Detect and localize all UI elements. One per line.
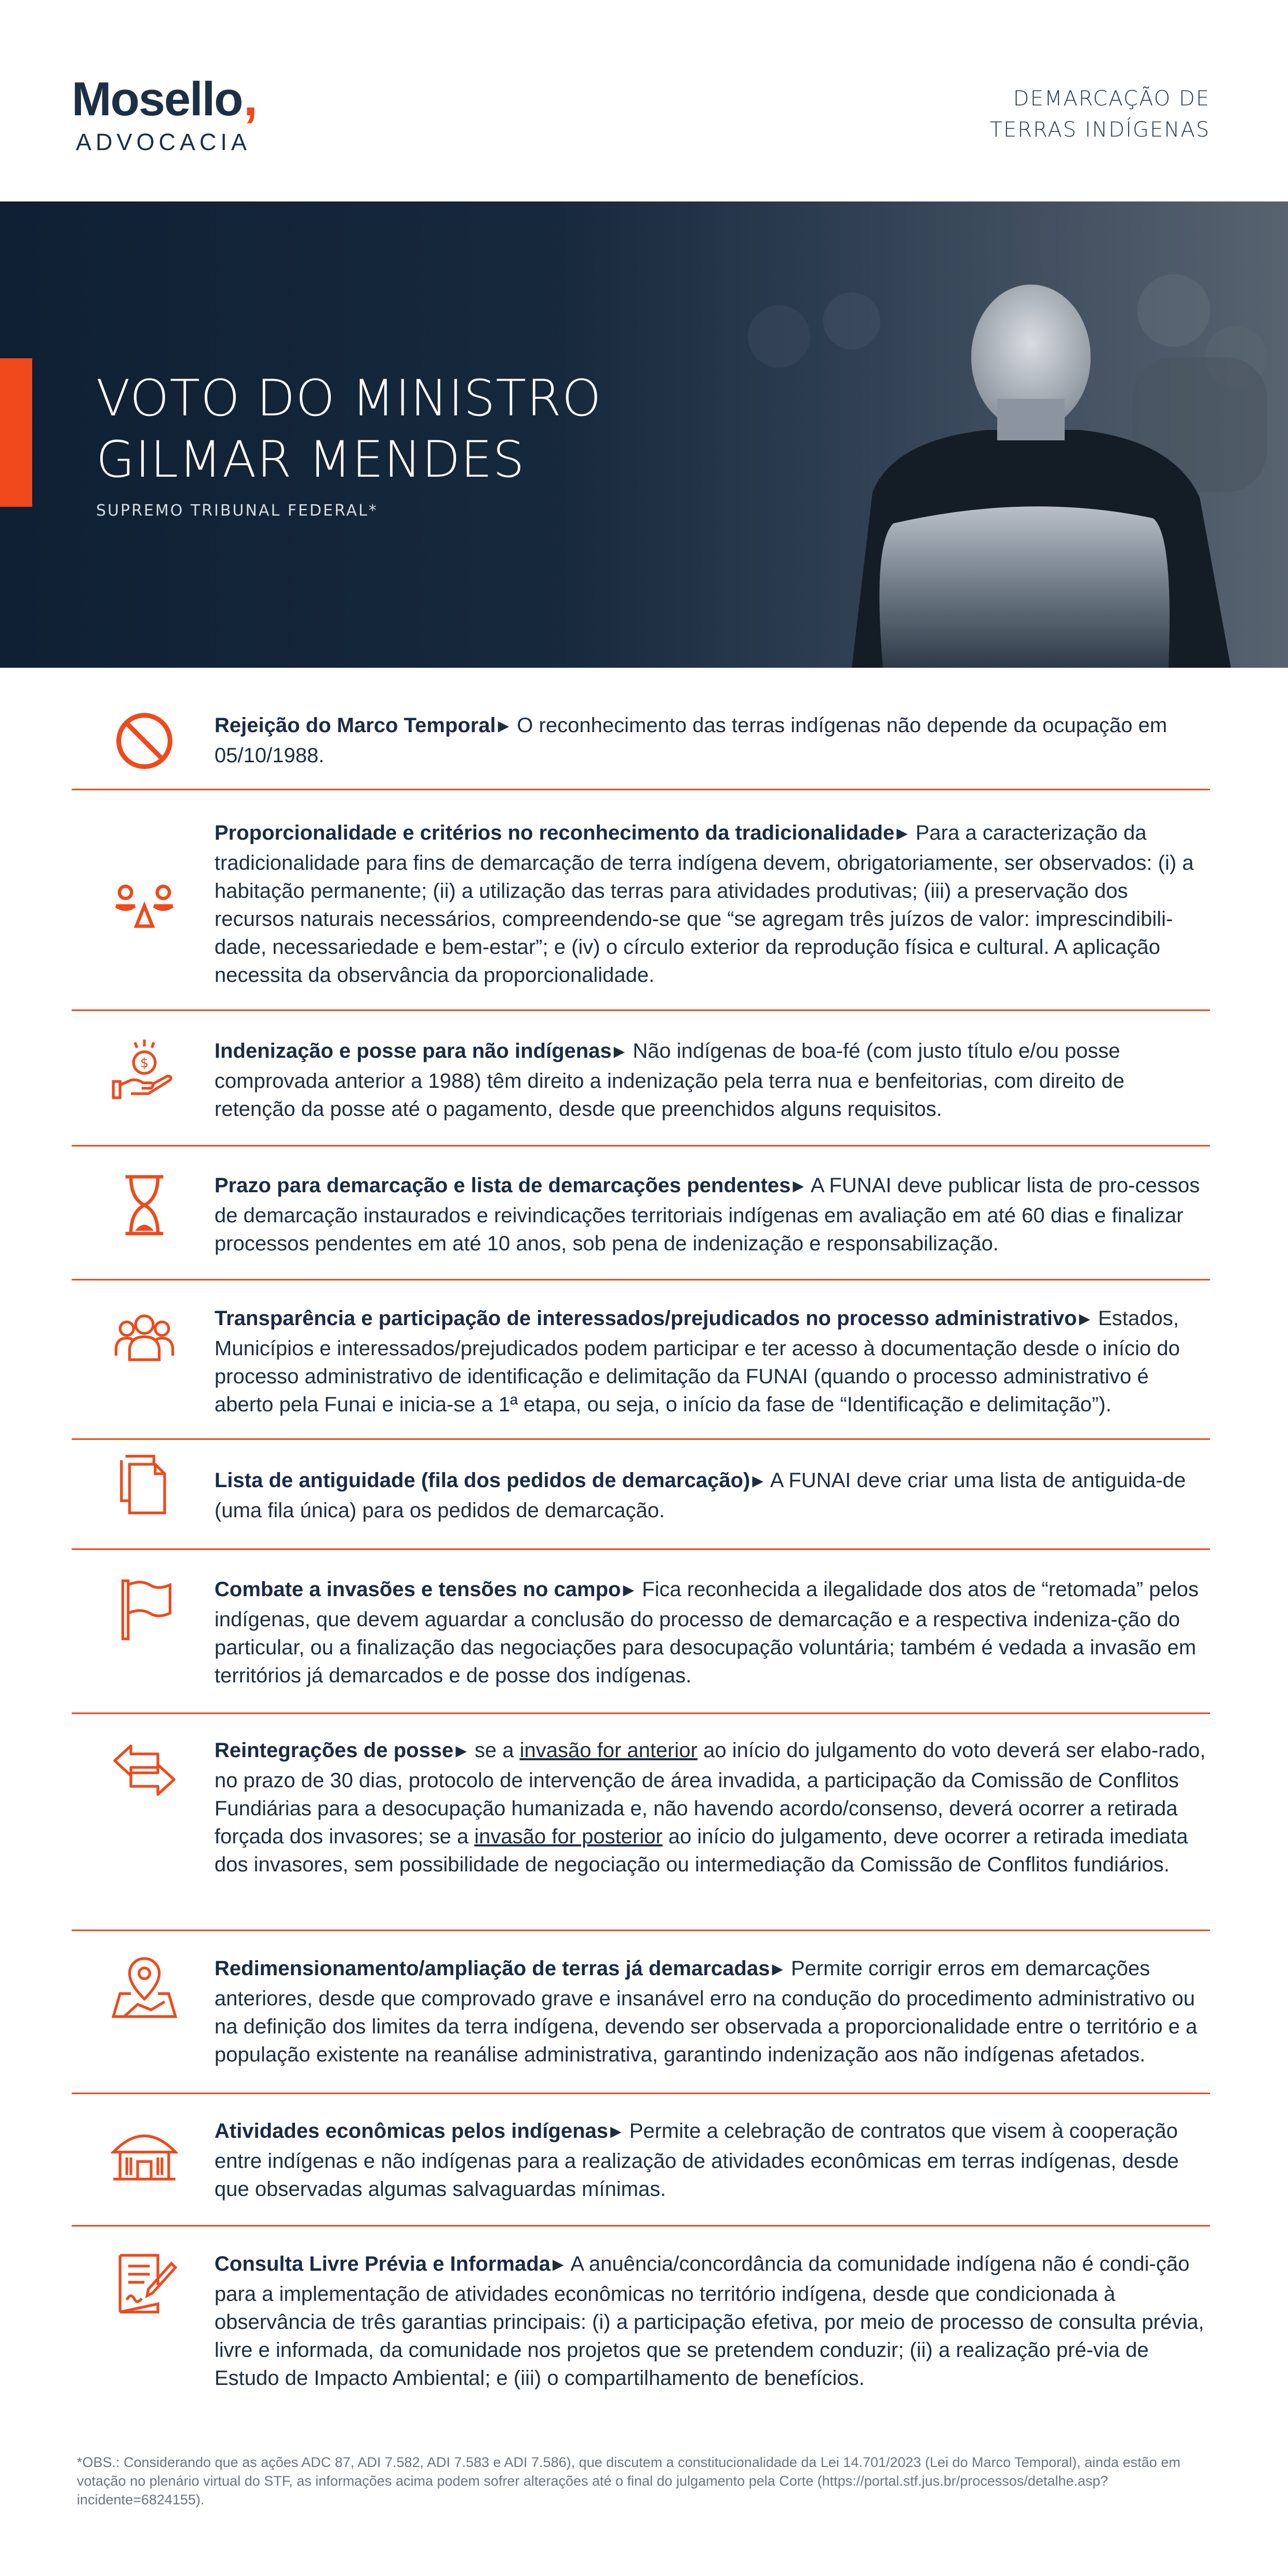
divider <box>72 789 1210 790</box>
item-body: O reconhecimento das terras indígenas não depende da ocupação em 05/10/1988. <box>214 714 1168 767</box>
divider <box>72 1279 1210 1280</box>
item-title: Reintegrações de posse <box>214 1739 454 1762</box>
hero-title-line-2: GILMAR MENDES <box>96 430 525 489</box>
item-body: Não indígenas de boa-fé (com justo título e/ou posse comprovada anterior a 1988) têm direito a indenização pela terra nua e benfeitorias, com direito de retenção da posse até o pagamento, desde que preenchidos alguns requisitos. <box>214 1040 1125 1121</box>
divider <box>72 2225 1210 2227</box>
money-hand-icon <box>111 1037 178 1104</box>
item-body-underline-2: invasão for posterior <box>474 1825 663 1848</box>
hero-photo <box>561 201 1288 668</box>
item-body-underline-1: invasão for anterior <box>519 1739 697 1762</box>
item-title: Combate a invasões e tensões no campo <box>214 1578 621 1601</box>
item-title: Atividades econômicas pelos indígenas <box>214 2120 609 2142</box>
item-text: Proporcionalidade e critérios no reconhecimento da tradicionalidade ▶ Para a caracterização da tradicionalidade para fins de demarcação de terra indígena devem, obrigatoriamente, ser observados: (i) a habitação permanente; (ii) a utilização das terras para atividades produtivas; (iii) a preservação dos recursos naturais necessários, compreendendo-se que “se agregam três juízos de valor: imprescindibili-dade, necessariedade e bem-estar”; e (iv) o círculo exterior da reprodução física e cultural. A aplicação necessita da observância da proporcionalidade. <box>214 821 1194 987</box>
topic-line-1: DEMARCAÇÃO DE <box>1013 87 1210 111</box>
item-title: Consulta Livre Prévia e Informada <box>214 2253 551 2275</box>
item-text: Rejeição do Marco Temporal ▶ O reconhecimento das terras indígenas não depende da ocupação em 05/10/1988. <box>214 714 1168 767</box>
divider <box>72 1712 1210 1714</box>
item-title: Lista de antiguidade (fila dos pedidos de demarcação) <box>214 1469 750 1492</box>
item-text: Consulta Livre Prévia e Informada ▶ A anuência/concordância da comunidade indígena não é condi-ção para a implementação de atividades econômicas no território indígena, desde que condicionada à observância de três garantias principais: (i) a participação efetiva, por meio de processo de consulta prévia, livre e informada, da comunidade nos projetos que se pretendem conduzir; (ii) a realização pré-via de Estudo de Impacto Ambiental; e (iii) o compartilhamento de benefícios. <box>214 2253 1204 2390</box>
topic-heading <box>990 83 1210 145</box>
exchange-arrows-icon <box>111 1736 178 1804</box>
item-text: Indenização e posse para não indígenas ▶ Não indígenas de boa-fé (com justo título e/ou posse comprovada anterior a 1988) têm direito a indenização pela terra nua e benfeitorias, com direito de retenção da posse até o pagamento, desde que preenchidos alguns requisitos. <box>214 1040 1125 1121</box>
item-title: Proporcionalidade e critérios no reconhecimento da tradicionalidade <box>214 821 895 844</box>
logo-wordmark: Mosello, <box>72 69 257 127</box>
item-body: Permite a celebração de contratos que visem à cooperação entre indígenas e não indígenas para a realização de atividades econômicas em terras indígenas, desde que observadas algumas salvaguardas mínimas. <box>214 2120 1179 2201</box>
logo-subtitle: ADVOCACIA <box>76 129 251 155</box>
hero-banner <box>0 201 1288 668</box>
item-text: Transparência e participação de interessados/prejudicados no processo administrativo ▶ Estados, Municípios e interessados/prejudicados podem participar e ter acesso à documentação desde o início do processo administrativo de identificação e delimitação da FUNAI (quando o processo administrativo é aberto pela Funai e inicia-se a 1ª etapa, ou seja, o início da fase de “Identificação e delimitação”). <box>214 1307 1180 1416</box>
divider <box>72 1009 1210 1011</box>
hero-title-line-1: VOTO DO MINISTRO <box>96 369 602 427</box>
item-text: Lista de antiguidade (fila dos pedidos de demarcação) ▶ A FUNAI deve criar uma lista de antiguida-de (uma fila única) para os pedidos de demarcação. <box>214 1469 1186 1522</box>
item-text: Prazo para demarcação e lista de demarcações pendentes ▶ A FUNAI deve publicar lista de pro-cessos de demarcação instaurados e reivindicações territoriais indígenas em avaliação em até 60 dias e finalizar processos pendentes em até 10 anos, sob pena de indenização e responsabilização. <box>214 1174 1200 1255</box>
prohibited-icon <box>111 707 178 775</box>
documents-icon <box>111 1451 178 1518</box>
item-body: A FUNAI deve criar uma lista de antiguida-de (uma fila única) para os pedidos de demarcação. <box>214 1469 1186 1522</box>
hero-accent-bar <box>0 358 32 507</box>
item-body: Fica reconhecida a ilegalidade dos atos de “retomada” pelos indígenas, que devem aguardar a conclusão do processo de demarcação e a respectiva indeniza-ção do particular, ou a finalização das negociações para desocupação voluntária; também é vedada a invasão em territórios já demarcados e de posse dos indígenas. <box>214 1578 1199 1687</box>
page-header <box>0 0 1288 201</box>
item-title: Prazo para demarcação e lista de demarcações pendentes <box>214 1174 791 1197</box>
item-text: Combate a invasões e tensões no campo ▶ Fica reconhecida a ilegalidade dos atos de “retomada” pelos indígenas, que devem aguardar a conclusão do processo de demarcação e a respectiva indeniza-ção do particular, ou a finalização das negociações para desocupação voluntária; também é vedada a invasão em territórios já demarcados e de posse dos indígenas. <box>214 1578 1199 1687</box>
logo <box>72 69 257 156</box>
item-body: Para a caracterização da tradicionalidade para fins de demarcação de terra indígena devem, obrigatoriamente, ser observados: (i) a habitação permanente; (ii) a utilização das terras para atividades produtivas; (iii) a preservação dos recursos naturais necessários, compreendendo-se que “se agregam três juízos de valor: imprescindibili-dade, necessariedade e bem-estar”; e (iv) o círculo exterior da reprodução física e cultural. A aplicação necessita da observância da proporcionalidade. <box>214 821 1194 987</box>
people-group-icon <box>111 1304 178 1372</box>
item-title: Rejeição do Marco Temporal <box>214 714 496 737</box>
item-title: Redimensionamento/ampliação de terras já demarcadas <box>214 1957 770 1980</box>
divider <box>72 2093 1210 2094</box>
topic-line-2: TERRAS INDÍGENAS <box>989 118 1210 142</box>
item-body-mid: ao início do julgamento do voto deverá ser elabo-rado, no prazo de 30 dias, protocolo de intervenção de área invadida, a participação da Comissão de Conflitos Fundiárias para a desocupação humanizada e, não havendo acordo/consenso, deverá ocorrer a retirada forçada dos invasores; se a <box>214 1739 1206 1848</box>
item-body-post: ao início do julgamento, deve ocorrer a retirada imediata dos invasores, sem possibilidade de negociação ou intermediação da Comissão de Conflitos fundiários. <box>214 1825 1188 1876</box>
item-body-pre: se a <box>474 1739 514 1762</box>
map-pin-icon <box>111 1954 178 2022</box>
hourglass-icon <box>111 1171 178 1239</box>
item-body: Estados, Municípios e interessados/prejudicados podem participar e ter acesso à documentação desde o início do processo administrativo de identificação e delimitação da FUNAI (quando o processo administrativo é aberto pela Funai e inicia-se a 1ª etapa, ou seja, o início da fase de “Identificação e delimitação”). <box>214 1307 1180 1416</box>
item-body: A FUNAI deve publicar lista de pro-cessos de demarcação instaurados e reivindicações territoriais indígenas em avaliação em até 60 dias e finalizar processos pendentes em até 10 anos, sob pena de indenização e responsabilização. <box>214 1174 1200 1255</box>
svg-text:$: $ <box>140 1055 149 1071</box>
hut-icon <box>111 2117 178 2184</box>
item-text: Atividades econômicas pelos indígenas ▶ Permite a celebração de contratos que visem à cooperação entre indígenas e não indígenas para a realização de atividades econômicas em terras indígenas, desde que observadas algumas salvaguardas mínimas. <box>214 2120 1179 2201</box>
contract-icon <box>111 2250 178 2317</box>
divider <box>72 1548 1210 1550</box>
logo-comma: , <box>243 69 257 127</box>
divider <box>72 1438 1210 1440</box>
item-text: Reintegrações de posse ▶ se a invasão for anterior ao início do julgamento do voto deverá ser elabo-rado, no prazo de 30 dias, protocolo de intervenção de área invadida, a participação da Comissão de Conflitos Fundiárias para a desocupação humanizada e, não havendo acordo/consenso, deverá ocorrer a retirada forçada dos invasores; se a invasão for posterior ao início do julgamento, deve ocorrer a retirada imediata dos invasores, sem possibilidade de negociação ou intermediação da Comissão de Conflitos fundiários. <box>214 1739 1206 1876</box>
footnote: *OBS.: Considerando que as ações ADC 87, ADI 7.582, ADI 7.583 e ADI 7.586), que discutem a constitucionalidade da Lei 14.701/2023 (Lei do Marco Temporal), ainda estão em votação no plenário virtual do STF, as informações acima podem sofrer alterações até o final do julgamento pela Corte (https://portal.stf.jus.br/processos/detalhe.asp?incidente=6824155). <box>77 2454 1180 2507</box>
hero-title <box>96 368 601 490</box>
divider <box>72 1145 1210 1147</box>
hero-subtitle: SUPREMO TRIBUNAL FEDERAL* <box>96 502 378 520</box>
item-body: Permite corrigir erros em demarcações anteriores, desde que comprovado grave e insanável erro na condução do procedimento administrativo ou na definição dos limites da terra indígena, devendo ser observada a proporcionalidade entre o território e a população existente na reanálise administrativa, garantindo indenização aos não indígenas afetados. <box>214 1957 1198 2066</box>
item-title: Transparência e participação de interessados/prejudicados no processo administrativo <box>214 1307 1077 1330</box>
divider <box>72 1930 1210 1931</box>
flag-icon <box>111 1575 178 1643</box>
item-text: Redimensionamento/ampliação de terras já demarcadas ▶ Permite corrigir erros em demarcações anteriores, desde que comprovado grave e insanável erro na condução do procedimento administrativo ou na definição dos limites da terra indígena, devendo ser observada a proporcionalidade entre o território e a população existente na reanálise administrativa, garantindo indenização aos não indígenas afetados. <box>214 1957 1198 2066</box>
item-body: A anuência/concordância da comunidade indígena não é condi-ção para a implementação de atividades econômicas no território indígena, desde que condicionada à observância de três garantias principais: (i) a participação efetiva, por meio de processo de consulta prévia, livre e informada, da comunidade nos projetos que se pretendem conduzir; (ii) a realização pré-via de Estudo de Impacto Ambiental; e (iii) o compartilhamento de benefícios. <box>214 2253 1204 2390</box>
scales-icon <box>111 871 178 938</box>
item-title: Indenização e posse para não indígenas <box>214 1040 612 1062</box>
